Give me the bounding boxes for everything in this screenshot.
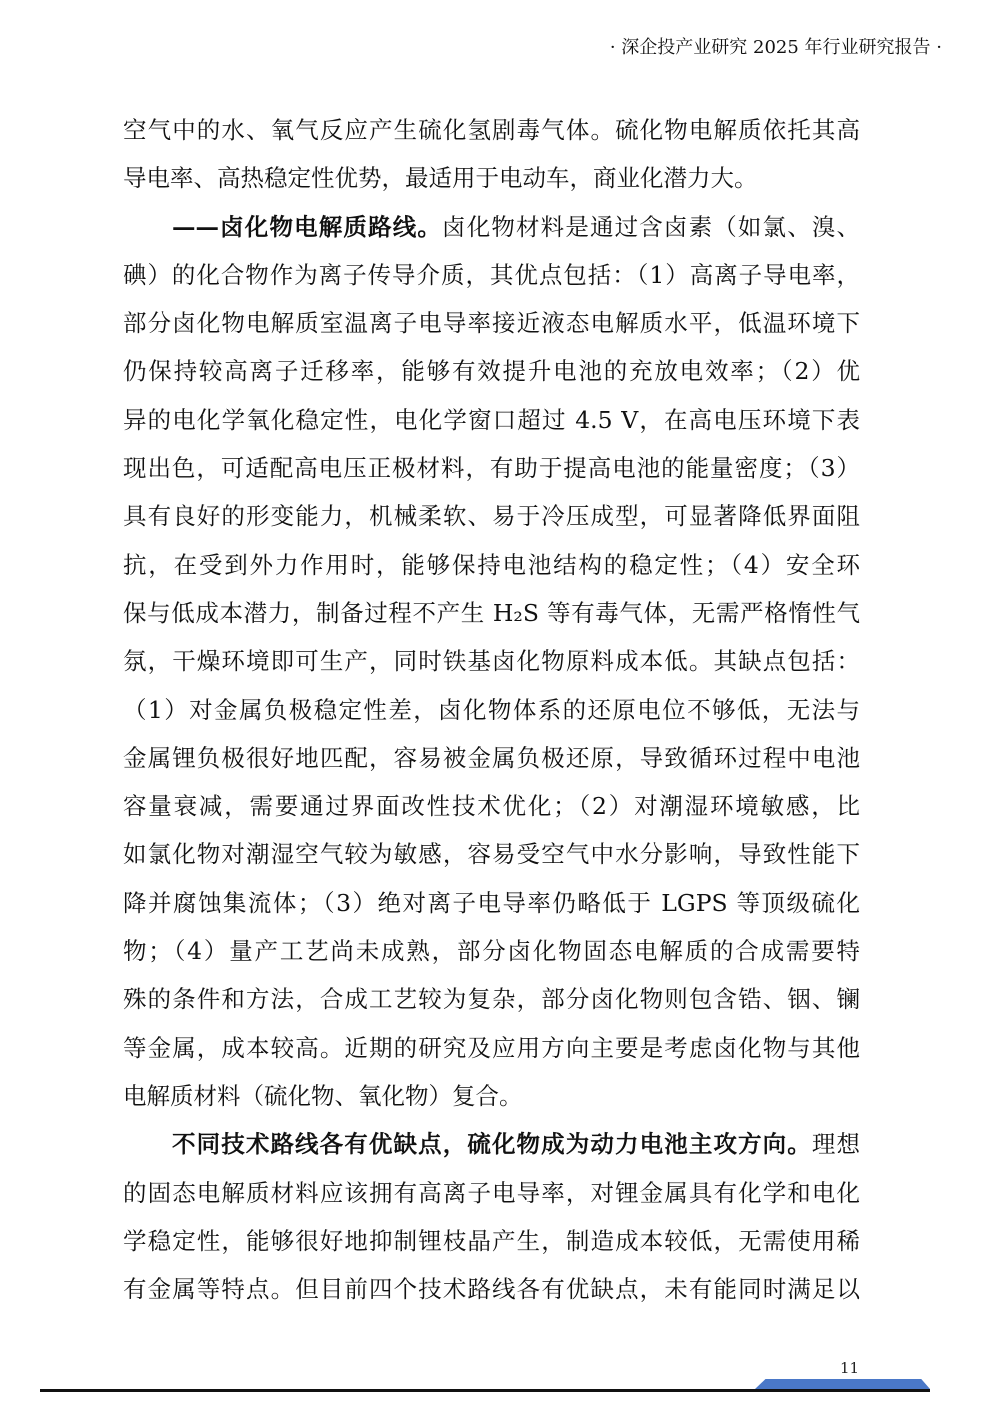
text-line: 电解质材料（硫化物、氧化物）复合。 [123,1081,523,1110]
text-line: 保与低成本潜力，制备过程不产生 H₂S 等有毒气体，无需严格惰性气 [123,598,860,627]
running-header: · 深企投产业研究 2025 年行业研究报告 · [609,37,942,58]
text-line: 有金属等特点。但目前四个技术路线各有优缺点，未有能同时满足以 [123,1275,860,1304]
text-line: 学稳定性，能够很好地抑制锂枝晶产生，制造成本较低，无需使用稀 [123,1226,860,1255]
body-text [123,106,860,1313]
text-line: （1）对金属负极稳定性差，卤化物体系的还原电位不够低，无法与 [123,695,860,724]
text-span: 卤化物材料是通过含卤素（如氯、溴、 [442,212,860,241]
text-line: 殊的条件和方法，合成工艺较为复杂，部分卤化物则包含锆、铟、镧 [123,985,860,1014]
text-line: 部分卤化物电解质室温离子电导率接近液态电解质水平，低温环境下 [123,309,860,338]
paragraph-first-line [123,1120,860,1168]
text-line: 抗，在受到外力作用时，能够保持电池结构的稳定性；（4）安全环 [123,550,860,579]
text-line: 碘）的化合物作为离子传导介质，其优点包括：（1）高离子导电率， [123,260,860,289]
text-line: 如氯化物对潮湿空气较为敏感，容易受空气中水分影响，导致性能下 [123,840,860,869]
text-line: 等金属，成本较高。近期的研究及应用方向主要是考虑卤化物与其他 [123,1033,860,1062]
footer-accent-bar [755,1379,930,1389]
text-line: 物；（4）量产工艺尚未成熟，部分卤化物固态电解质的合成需要特 [123,937,860,966]
text-line: 氛，干燥环境即可生产，同时铁基卤化物原料成本低。其缺点包括： [123,647,860,676]
page-number: 11 [840,1359,860,1377]
text-line: 空气中的水、氧气反应产生硫化氢剧毒气体。硫化物电解质依托其高 [123,116,860,144]
text-line: 现出色，可适配高电压正极材料，有助于提高电池的能量密度；（3） [123,454,860,483]
text-line: 的固态电解质材料应该拥有高离子电导率，对锂金属具有化学和电化 [123,1178,860,1207]
text-line: 仍保持较高离子迁移率，能够有效提升电池的充放电效率；（2）优 [123,357,860,386]
text-span: 理想 [811,1130,860,1159]
text-line: 异的电化学氧化稳定性，电化学窗口超过 4.5 V，在高电压环境下表 [123,405,860,434]
footer-rule [40,1389,930,1392]
text-line: 具有良好的形变能力，机械柔软、易于冷压成型，可显著降低界面阻 [123,502,860,531]
text-line: 容量衰减，需要通过界面改性技术优化；（2）对潮湿环境敏感，比 [123,792,860,821]
text-line: 金属锂负极很好地匹配，容易被金属负极还原，导致循环过程中电池 [123,743,860,772]
paragraph-first-line [123,203,860,251]
paragraph-lead-heading: 不同技术路线各有优缺点，硫化物成为动力电池主攻方向。 [172,1130,812,1159]
text-line: 降并腐蚀集流体；（3）绝对离子电导率仍略低于 LGPS 等顶级硫化 [123,888,860,917]
text-line: 导电率、高热稳定性优势，最适用于电动车，商业化潜力大。 [123,164,758,193]
paragraph-lead-heading: ——卤化物电解质路线。 [172,212,443,241]
